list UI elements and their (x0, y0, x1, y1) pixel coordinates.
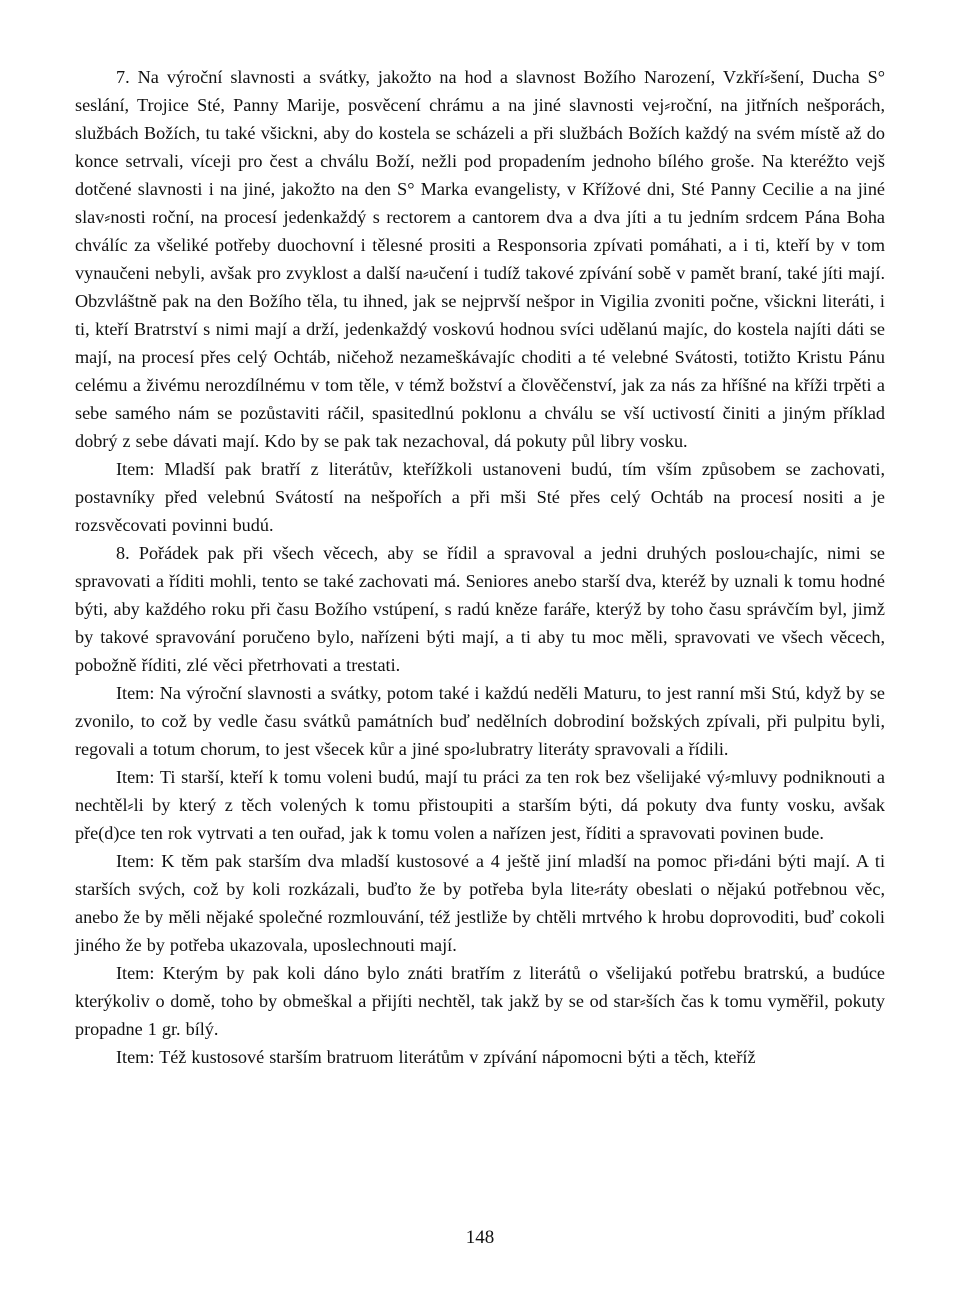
paragraph-8: 8. Pořádek pak při všech věcech, aby se řídil a spravoval a jedni druhých poslou⸗chajíc, nimi se spravovati a říditi mohli, tento se také zachovati má. Seniores anebo starší dva, kteréž by uznali k tomu hodné býti, aby každého roku při času Božího vstúpení, s radú kněze faráře, kterýž by toho času správčím byl, jimž by takové spravování poručeno bylo, nařízeni býti mají, a ti aby tu moc měli, spravovati ve všech věcech, pobožně říditi, zlé věci přetrhovati a trestati. (75, 543, 885, 675)
paragraph-item-custodians-singing: Item: Též kustosové starším bratruom literátům v zpívání nápomocni býti a těch, kteříž (116, 1047, 756, 1067)
paragraph-item-elders: Item: Ti starší, kteří k tomu voleni budú, mají tu práci za ten rok bez všelijaké vý⸗mluvy podniknouti a nechtěl⸗li by který z těch volených k tomu přistoupiti a starším býti, dá pokuty dva funty vosku, avšak pře(d)ce ten rok vytrvati a ten ouřad, jak k tomu volen a nařízen jest, říditi a spravovati povinen bude. (75, 767, 885, 843)
paragraph-item-notice: Item: Kterým by pak koli dáno bylo znáti bratřím z literátů o všelijakú potřebu bratrskú, a budúce kterýkoliv o domě, toho by obmeškal a přijíti nechtěl, tak jakž by se od star⸗ších čas k tomu vyměřil, pokuty propadne 1 gr. bílý. (75, 963, 885, 1039)
paragraph-item-younger-brothers: Item: Mladší pak bratří z literátův, kteřížkoli ustanoveni budú, tím vším způsobem se zachovati, postavníky před velebnú Svátostí na nešpořích a při mši Sté přes celý Ochtáb na procesí nositi a je rozsvěcovati povinni budú. (75, 459, 885, 535)
page-number: 148 (465, 1227, 495, 1248)
paragraph-item-custodians: Item: K těm pak starším dva mladší kustosové a 4 ještě jiní mladší na pomoc při⸗dáni býti mají. A ti starších svých, což by koli rozkázali, buďto že by potřeba byla lite⸗ráty obeslati o nějakú potřebnou věc, anebo že by měli nějaké společné rozmlouvání, též jestliže by chtěli mrtvého k hrobu doprovoditi, buď cokoli jiného že by potřeba ukazovala, uposlechnouti mají. (75, 851, 885, 955)
paragraph-7: 7. Na výroční slavnosti a svátky, jakožto na hod a slavnost Božího Narození, Vzkří⸗šení, Ducha S° seslání, Trojice Sté, Panny Marije, posvěcení chrámu a na jiné slavnosti vej⸗roční, na jitřních nešporách, službách Božích, tu také všickni, aby do kostela se scházeli a při službách Božích každý na svém místě až do konce setrvali, víceji pro čest a chválu Boží, nežli pod propadením jednoho bílého groše. Na kteréžto vejš dotčené slavnosti i na jiné, jakožto na den S° Marka evangelisty, v Křížové dni, Sté Panny Cecilie a na jiné slav⸗nosti roční, na procesí jedenkaždý s rectorem a cantorem dva a dva jíti a tu jedním srdcem Pána Boha chválíc za všeliké potřeby duochovní i tělesné prositi a Responsoria zpívati pomáhati, a i ti, kteří by v tom vynaučeni nebyli, avšak pro zvyklost a další na⸗učení i tudíž takové zpívání sobě v pamět braní, také jíti mají. Obzvláštně pak na den Božího těla, tu ihned, jak se nejprvší nešpor in Vigilia zvoniti počne, všickni literáti, i ti, kteří Bratrství s nimi mají a drží, jedenkaždý voskovú hodnou svíci udělanú majíc, do kostela najíti dáti se mají, na procesí přes celý Ochtáb, ničehož nezameškávajíc choditi a té velebné Svátosti, totižto Kristu Pánu celému a živému nerozdílnému v tom těle, v témž božství a člověčenství, jak za nás za hříšné na kříži trpěti a sebe samého nám se pozůstaviti ráčil, spasitedlnú poklonu a chválu se vší uctivostí činiti a jiným příklad dobrý z sebe dávati mají. Kdo by se pak tak nezachoval, dá pokuty půl libry vosku. (75, 67, 885, 451)
document-body (75, 63, 885, 1071)
paragraph-item-feasts: Item: Na výroční slavnosti a svátky, potom také i každú neděli Maturu, to jest ranní mši Stú, když by se zvonilo, to což by vedle času svátků památních buď nedělních dobrodiní božských zpívali, při pulpitu byli, regovali a totum chorum, to jest všecek kůr a jiné spo⸗lubratry literáty spravovali a řídili. (75, 683, 885, 759)
